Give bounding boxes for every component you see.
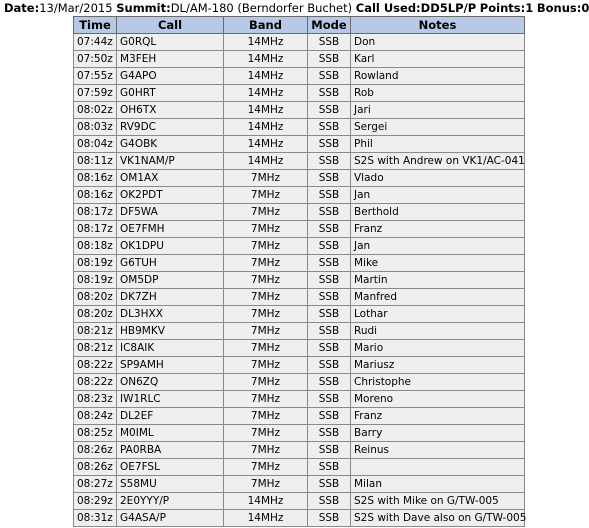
band-cell: 7MHz: [224, 374, 308, 391]
notes-cell: Vlado: [351, 170, 525, 187]
band-cell: 7MHz: [224, 272, 308, 289]
summit-value: DL/AM-180 (Berndorfer Buchet): [170, 1, 353, 15]
column-header-mode: Mode: [308, 17, 351, 34]
band-cell: 7MHz: [224, 357, 308, 374]
notes-cell: Reinus: [351, 442, 525, 459]
time-cell: 08:24z: [74, 408, 117, 425]
call-cell: OM5DP: [117, 272, 224, 289]
call-cell: SP9AMH: [117, 357, 224, 374]
call-cell: DF5WA: [117, 204, 224, 221]
time-cell: 08:20z: [74, 306, 117, 323]
table-row: [74, 136, 525, 153]
notes-cell: Berthold: [351, 204, 525, 221]
time-cell: 08:20z: [74, 289, 117, 306]
column-header-time: Time: [74, 17, 117, 34]
band-cell: 14MHz: [224, 119, 308, 136]
mode-cell: SSB: [308, 476, 351, 493]
call-used-label: Call Used:: [355, 1, 421, 15]
notes-cell: Milan: [351, 476, 525, 493]
notes-cell: Sergei: [351, 119, 525, 136]
time-cell: 07:59z: [74, 85, 117, 102]
notes-cell: Rob: [351, 85, 525, 102]
time-cell: 07:55z: [74, 68, 117, 85]
call-cell: DL3HXX: [117, 306, 224, 323]
call-cell: M0IML: [117, 425, 224, 442]
call-cell: PA0RBA: [117, 442, 224, 459]
call-used-value: DD5LP/P: [420, 1, 477, 15]
notes-cell: Karl: [351, 51, 525, 68]
time-cell: 08:02z: [74, 102, 117, 119]
bonus-label: Bonus:: [536, 1, 582, 15]
mode-cell: SSB: [308, 408, 351, 425]
summit-label: Summit:: [116, 1, 171, 15]
time-cell: 08:11z: [74, 153, 117, 170]
table-row: [74, 187, 525, 204]
band-cell: 7MHz: [224, 408, 308, 425]
time-cell: 07:44z: [74, 34, 117, 51]
band-cell: 7MHz: [224, 289, 308, 306]
time-cell: 08:17z: [74, 221, 117, 238]
mode-cell: SSB: [308, 34, 351, 51]
column-header-call: Call: [117, 17, 224, 34]
points-value: 1: [525, 1, 534, 15]
table-row: [74, 272, 525, 289]
time-cell: 08:25z: [74, 425, 117, 442]
notes-cell: Franz: [351, 408, 525, 425]
band-cell: 7MHz: [224, 442, 308, 459]
notes-cell: Mike: [351, 255, 525, 272]
band-cell: 7MHz: [224, 340, 308, 357]
band-cell: 7MHz: [224, 187, 308, 204]
band-cell: 7MHz: [224, 221, 308, 238]
band-cell: 14MHz: [224, 153, 308, 170]
time-cell: 08:29z: [74, 493, 117, 510]
table-row: [74, 459, 525, 476]
call-cell: OK2PDT: [117, 187, 224, 204]
table-row: [74, 425, 525, 442]
table-row: [74, 68, 525, 85]
call-cell: OM1AX: [117, 170, 224, 187]
time-cell: 08:21z: [74, 323, 117, 340]
band-cell: 14MHz: [224, 68, 308, 85]
log-header: [4, 1, 589, 15]
mode-cell: SSB: [308, 85, 351, 102]
table-row: [74, 510, 525, 527]
mode-cell: SSB: [308, 187, 351, 204]
call-cell: DK7ZH: [117, 289, 224, 306]
call-cell: OH6TX: [117, 102, 224, 119]
time-cell: 08:22z: [74, 357, 117, 374]
table-row: [74, 306, 525, 323]
notes-cell: Mario: [351, 340, 525, 357]
notes-cell: Jari: [351, 102, 525, 119]
call-cell: G4APO: [117, 68, 224, 85]
time-cell: 08:16z: [74, 170, 117, 187]
table-row: [74, 255, 525, 272]
table-row: [74, 119, 525, 136]
notes-cell: Franz: [351, 221, 525, 238]
call-cell: HB9MKV: [117, 323, 224, 340]
mode-cell: SSB: [308, 238, 351, 255]
table-row: [74, 153, 525, 170]
band-cell: 14MHz: [224, 136, 308, 153]
date-value: 13/Mar/2015: [39, 1, 113, 15]
time-cell: 08:21z: [74, 340, 117, 357]
notes-cell: Rudi: [351, 323, 525, 340]
call-cell: G4ASA/P: [117, 510, 224, 527]
column-header-band: Band: [224, 17, 308, 34]
mode-cell: SSB: [308, 374, 351, 391]
time-cell: 08:19z: [74, 272, 117, 289]
notes-cell: Phil: [351, 136, 525, 153]
band-cell: 14MHz: [224, 102, 308, 119]
table-row: [74, 476, 525, 493]
call-cell: OE7FSL: [117, 459, 224, 476]
band-cell: 14MHz: [224, 34, 308, 51]
mode-cell: SSB: [308, 510, 351, 527]
table-row: [74, 204, 525, 221]
notes-cell: Rowland: [351, 68, 525, 85]
notes-cell: Barry: [351, 425, 525, 442]
band-cell: 14MHz: [224, 51, 308, 68]
notes-cell: S2S with Dave also on G/TW-005: [351, 510, 525, 527]
table-row: [74, 102, 525, 119]
qso-log-table: [73, 16, 525, 527]
time-cell: 08:26z: [74, 442, 117, 459]
band-cell: 7MHz: [224, 306, 308, 323]
table-row: [74, 51, 525, 68]
band-cell: 7MHz: [224, 459, 308, 476]
table-row: [74, 408, 525, 425]
time-cell: 08:23z: [74, 391, 117, 408]
table-row: [74, 357, 525, 374]
mode-cell: SSB: [308, 51, 351, 68]
notes-cell: Lothar: [351, 306, 525, 323]
notes-cell: S2S with Andrew on VK1/AC-041: [351, 153, 525, 170]
mode-cell: SSB: [308, 391, 351, 408]
mode-cell: SSB: [308, 459, 351, 476]
call-cell: G4OBK: [117, 136, 224, 153]
mode-cell: SSB: [308, 170, 351, 187]
mode-cell: SSB: [308, 323, 351, 340]
table-row: [74, 170, 525, 187]
call-cell: S58MU: [117, 476, 224, 493]
table-row: [74, 391, 525, 408]
notes-cell: Jan: [351, 238, 525, 255]
mode-cell: SSB: [308, 102, 351, 119]
time-cell: 08:04z: [74, 136, 117, 153]
table-row: [74, 85, 525, 102]
notes-cell: Don: [351, 34, 525, 51]
notes-cell: Christophe: [351, 374, 525, 391]
time-cell: 08:17z: [74, 204, 117, 221]
call-cell: G6TUH: [117, 255, 224, 272]
call-cell: IC8AIK: [117, 340, 224, 357]
notes-cell: Jan: [351, 187, 525, 204]
date-label: Date:: [4, 1, 40, 15]
call-cell: G0HRT: [117, 85, 224, 102]
band-cell: 7MHz: [224, 391, 308, 408]
call-cell: 2E0YYY/P: [117, 493, 224, 510]
notes-cell: S2S with Mike on G/TW-005: [351, 493, 525, 510]
band-cell: 7MHz: [224, 425, 308, 442]
time-cell: 08:03z: [74, 119, 117, 136]
mode-cell: SSB: [308, 204, 351, 221]
mode-cell: SSB: [308, 272, 351, 289]
column-header-notes: Notes: [351, 17, 525, 34]
time-cell: 08:22z: [74, 374, 117, 391]
table-row: [74, 323, 525, 340]
band-cell: 7MHz: [224, 323, 308, 340]
call-cell: IW1RLC: [117, 391, 224, 408]
mode-cell: SSB: [308, 289, 351, 306]
time-cell: 08:19z: [74, 255, 117, 272]
mode-cell: SSB: [308, 136, 351, 153]
mode-cell: SSB: [308, 119, 351, 136]
table-row: [74, 289, 525, 306]
call-cell: ON6ZQ: [117, 374, 224, 391]
call-cell: OE7FMH: [117, 221, 224, 238]
band-cell: 7MHz: [224, 476, 308, 493]
band-cell: 14MHz: [224, 510, 308, 527]
mode-cell: SSB: [308, 442, 351, 459]
band-cell: 14MHz: [224, 493, 308, 510]
band-cell: 7MHz: [224, 255, 308, 272]
notes-cell: Martin: [351, 272, 525, 289]
band-cell: 7MHz: [224, 170, 308, 187]
time-cell: 07:50z: [74, 51, 117, 68]
call-cell: OK1DPU: [117, 238, 224, 255]
call-cell: DL2EF: [117, 408, 224, 425]
notes-cell: Moreno: [351, 391, 525, 408]
table-row: [74, 374, 525, 391]
table-row: [74, 221, 525, 238]
time-cell: 08:31z: [74, 510, 117, 527]
call-cell: G0RQL: [117, 34, 224, 51]
table-body: [74, 34, 525, 527]
table-header-row: [74, 17, 525, 34]
band-cell: 14MHz: [224, 85, 308, 102]
call-cell: VK1NAM/P: [117, 153, 224, 170]
call-cell: M3FEH: [117, 51, 224, 68]
mode-cell: SSB: [308, 340, 351, 357]
mode-cell: SSB: [308, 221, 351, 238]
table-row: [74, 493, 525, 510]
band-cell: 7MHz: [224, 238, 308, 255]
mode-cell: SSB: [308, 153, 351, 170]
mode-cell: SSB: [308, 425, 351, 442]
mode-cell: SSB: [308, 493, 351, 510]
time-cell: 08:18z: [74, 238, 117, 255]
time-cell: 08:27z: [74, 476, 117, 493]
bonus-value: 0: [581, 1, 589, 15]
time-cell: 08:16z: [74, 187, 117, 204]
mode-cell: SSB: [308, 68, 351, 85]
time-cell: 08:26z: [74, 459, 117, 476]
mode-cell: SSB: [308, 306, 351, 323]
notes-cell: Manfred: [351, 289, 525, 306]
call-cell: RV9DC: [117, 119, 224, 136]
table-row: [74, 340, 525, 357]
notes-cell: [351, 459, 525, 476]
mode-cell: SSB: [308, 255, 351, 272]
table-row: [74, 442, 525, 459]
points-label: Points:: [479, 1, 526, 15]
table-row: [74, 34, 525, 51]
table-row: [74, 238, 525, 255]
band-cell: 7MHz: [224, 204, 308, 221]
notes-cell: Mariusz: [351, 357, 525, 374]
mode-cell: SSB: [308, 357, 351, 374]
